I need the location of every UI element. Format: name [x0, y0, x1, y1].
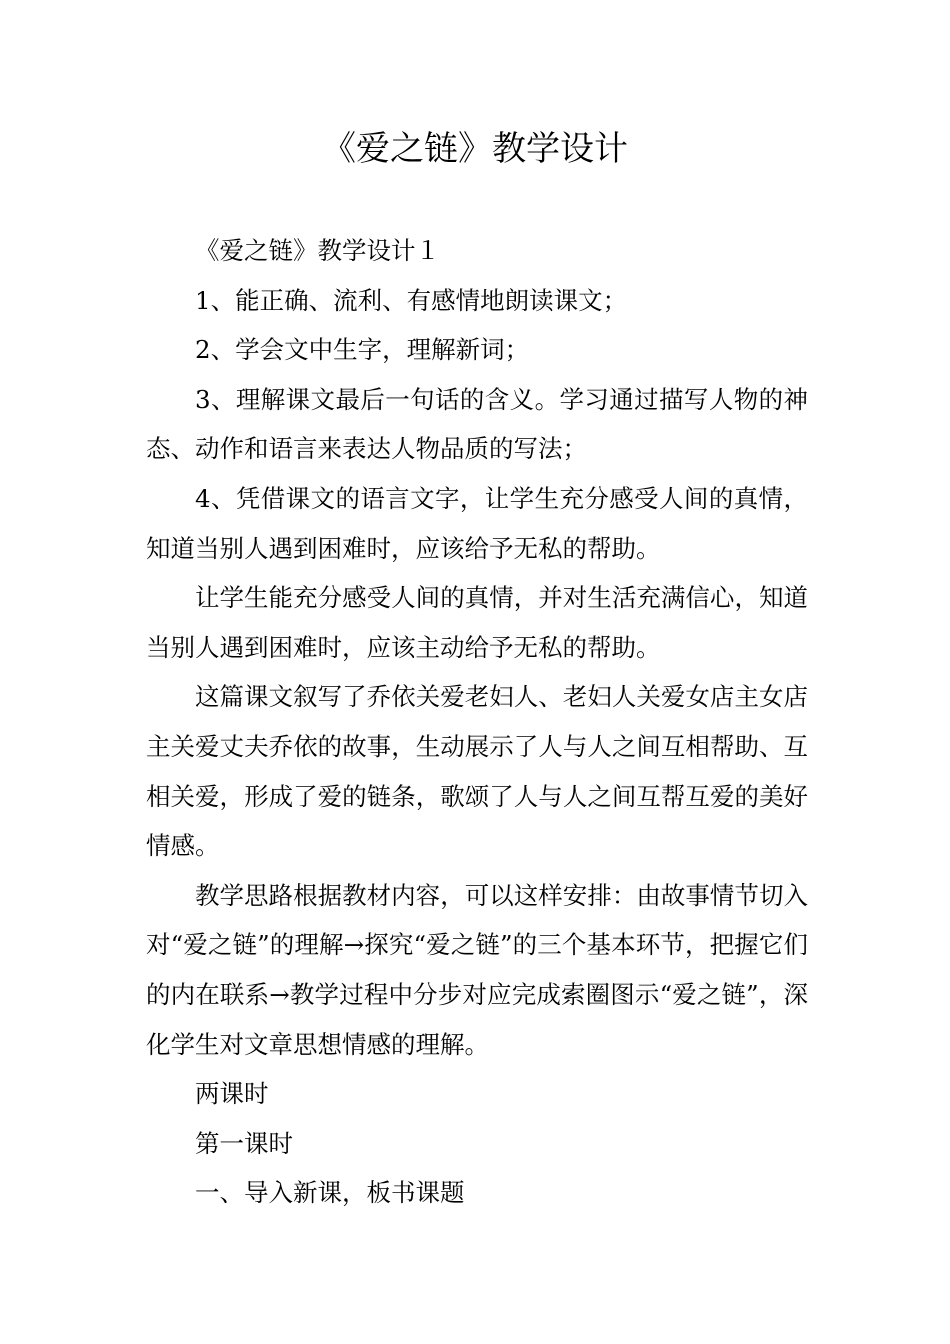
paragraph-teaching-approach: 教学思路根据教材内容，可以这样安排：由故事情节切入对“爱之链”的理解→探究“爱之链”的三个基本环节，把握它们的内在联系→教学过程中分步对应完成索圈图示“爱之链”，深化学生对文章思想情感的理解。 [146, 880, 808, 1059]
document-title: 《爱之链》教学设计 [322, 129, 628, 169]
paragraph-goal-3: 3、理解课文最后一句话的含义。学习通过描写人物的神态、动作和语言来表达人物品质的写法； [146, 384, 808, 464]
paragraph-text-analysis: 这篇课文叙写了乔依关爱老妇人、老妇人关爱女店主女店主关爱丈夫乔依的故事，生动展示了人与人之间互相帮助、互相关爱，形成了爱的链条，歌颂了人与人之间互帮互爱的美好情感。 [146, 682, 808, 861]
paragraph-goal-1: 1、能正确、流利、有感情地朗读课文； [195, 285, 628, 315]
document-body [146, 226, 808, 1218]
paragraph-goal-4: 4、凭借课文的语言文字，让学生充分感受人间的真情，知道当别人遇到困难时，应该给予无私的帮助。 [146, 483, 808, 563]
paragraph-section-1: 一、导入新课，板书课题 [195, 1178, 465, 1208]
paragraph-goal-2: 2、学会文中生字，理解新词； [195, 335, 530, 365]
paragraph-key-point: 让学生能充分感受人间的真情，并对生活充满信心，知道当别人遇到困难时，应该主动给予无私的帮助。 [146, 583, 808, 662]
paragraph-class-hours: 两课时 [195, 1079, 269, 1109]
paragraph-first-lesson: 第一课时 [195, 1128, 293, 1158]
paragraph-subtitle: 《爱之链》教学设计１ [195, 236, 440, 265]
